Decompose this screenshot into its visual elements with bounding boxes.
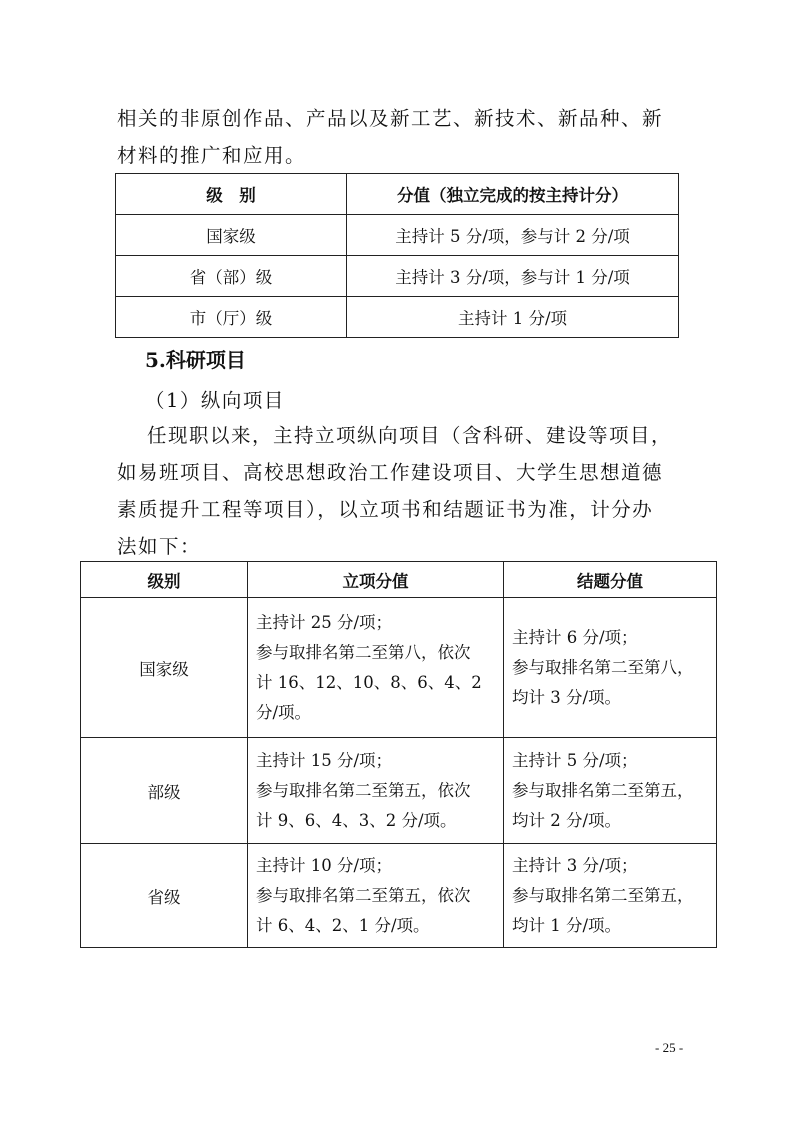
cell-line: 均计 3 分/项。 — [512, 687, 622, 707]
header-level: 级 别 — [116, 174, 347, 215]
cell-level: 部级 — [81, 738, 248, 844]
section-heading: 5.科研项目 — [145, 348, 246, 372]
para-line-4: 法如下： — [117, 535, 202, 558]
cell-line: 计 9、6、4、3、2 分/项。 — [256, 810, 457, 830]
header-level: 级别 — [81, 562, 248, 598]
cell-line: 计 6、4、2、1 分/项。 — [256, 915, 430, 935]
research-project-score-table — [80, 561, 717, 948]
header-finish-score: 结题分值 — [504, 562, 717, 598]
table-row — [81, 844, 717, 948]
header-setup-score: 立项分值 — [248, 562, 504, 598]
subsection-title: （1）纵向项目 — [145, 389, 285, 412]
cell-line: 主持计 25 分/项； — [256, 612, 393, 632]
cell-line: 参与取排名第二至第五， — [512, 885, 694, 905]
intro-line-2: 材料的推广和应用。 — [117, 144, 307, 167]
cell-line: 主持计 5 分/项； — [512, 750, 638, 770]
page-number: - 25 - — [655, 1040, 684, 1055]
cell-line: 主持计 6 分/项； — [512, 627, 638, 647]
cell-line: 均计 1 分/项。 — [512, 915, 622, 935]
cell-line: 主持计 3 分/项； — [512, 855, 638, 875]
para-line-2: 如易班项目、高校思想政治工作建设项目、大学生思想道德 — [117, 461, 664, 484]
table-row — [116, 215, 679, 256]
cell-finish-score — [504, 844, 717, 948]
cell-level: 省（部）级 — [116, 256, 347, 297]
cell-line: 参与取排名第二至第五，依次 — [256, 885, 471, 905]
achievement-score-table — [115, 173, 679, 338]
cell-score: 主持计 5 分/项，参与计 2 分/项 — [347, 215, 679, 256]
cell-setup-score — [248, 598, 504, 738]
table-row — [81, 598, 717, 738]
cell-setup-score — [248, 738, 504, 844]
cell-line: 主持计 10 分/项； — [256, 855, 393, 875]
para-line-1: 任现职以来，主持立项纵向项目（含科研、建设等项目， — [147, 424, 673, 447]
cell-line: 主持计 15 分/项； — [256, 750, 393, 770]
table-row — [116, 297, 679, 338]
header-score: 分值（独立完成的按主持计分） — [347, 174, 679, 215]
cell-score: 主持计 1 分/项 — [347, 297, 679, 338]
table-row — [116, 256, 679, 297]
cell-line: 参与取排名第二至第五， — [512, 780, 694, 800]
cell-line: 参与取排名第二至第八，依次 — [256, 642, 471, 662]
cell-level: 国家级 — [81, 598, 248, 738]
table-header-row — [116, 174, 679, 215]
cell-level: 市（厅）级 — [116, 297, 347, 338]
table-row — [81, 738, 717, 844]
cell-level: 省级 — [81, 844, 248, 948]
cell-line: 计 16、12、10、8、6、4、2 — [256, 672, 482, 692]
cell-finish-score — [504, 738, 717, 844]
table-header-row — [81, 562, 717, 598]
cell-level: 国家级 — [116, 215, 347, 256]
intro-line-1: 相关的非原创作品、产品以及新工艺、新技术、新品种、新 — [117, 107, 664, 130]
intro-paragraph — [117, 100, 687, 174]
cell-score: 主持计 3 分/项，参与计 1 分/项 — [347, 256, 679, 297]
cell-line: 参与取排名第二至第八， — [512, 657, 694, 677]
cell-line: 均计 2 分/项。 — [512, 810, 622, 830]
cell-setup-score — [248, 844, 504, 948]
cell-finish-score — [504, 598, 717, 738]
section-paragraph — [117, 417, 687, 565]
para-line-3: 素质提升工程等项目），以立项书和结题证书为准，计分办 — [117, 498, 654, 521]
cell-line: 分/项。 — [256, 702, 312, 722]
cell-line: 参与取排名第二至第五，依次 — [256, 780, 471, 800]
